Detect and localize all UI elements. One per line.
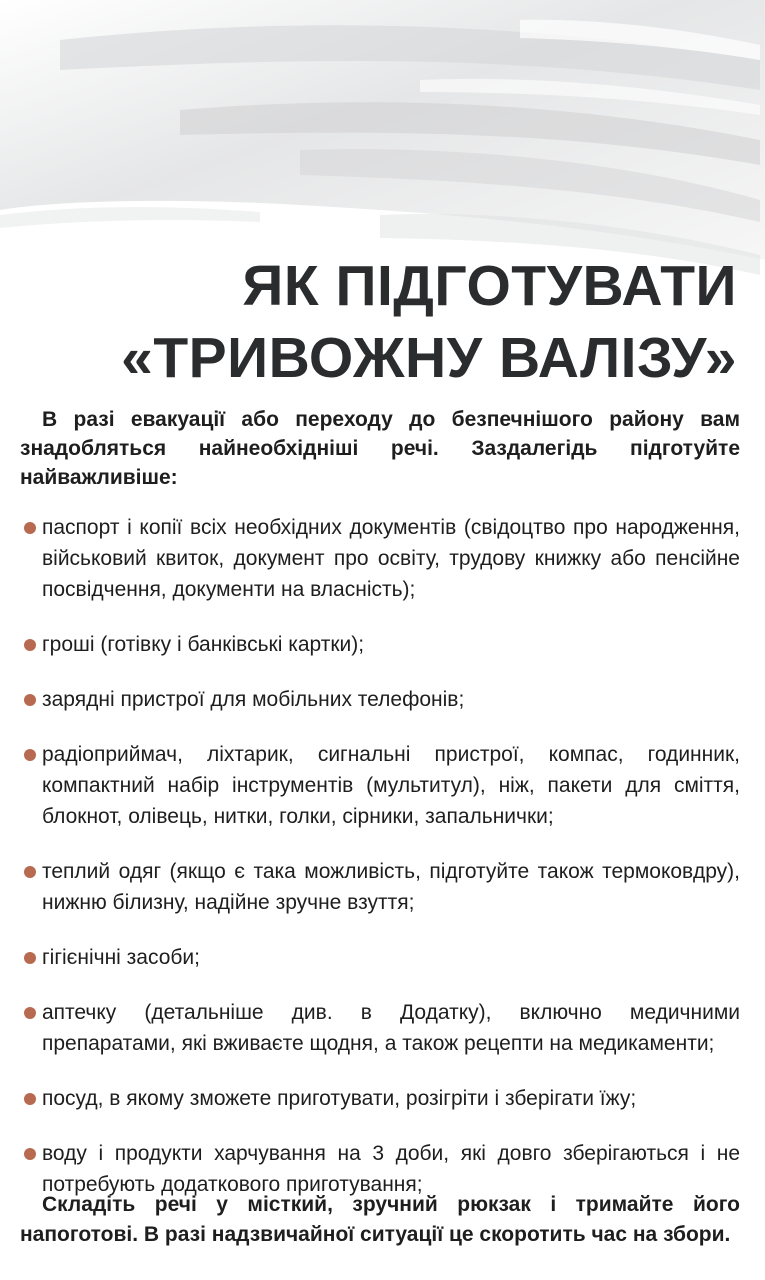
list-item: [20, 739, 740, 832]
list-item-text: посуд, в якому зможете приготувати, розігріти і зберігати їжу;: [42, 1087, 637, 1110]
list-item-text: аптечку (детальніше див. в Додатку), включно медичними препаратами, які вживаєте щодня, а також рецепти на медикаменти;: [42, 1001, 740, 1055]
title-line-1: ЯК ПІДГОТУВАТИ: [242, 254, 737, 318]
list-item-text: радіоприймач, ліхтарик, сигнальні пристрої, компас, годинник, компактний набір інструментів (мультитул), ніж, пакети для сміття, блокнот, олівець, нитки, голки, сірники, запальнички;: [42, 743, 740, 828]
list-item-text: теплий одяг (якщо є така можливість, підготуйте також термоковдру), нижню білизну, надійне зручне взуття;: [42, 860, 740, 914]
bullet-dot-icon: [24, 1093, 36, 1105]
bullet-dot-icon: [24, 694, 36, 706]
list-item: [20, 684, 740, 715]
list-item: [20, 942, 740, 973]
bullet-dot-icon: [24, 749, 36, 761]
list-item-text: паспорт і копії всіх необхідних документів (свідоцтво про народження, військовий квиток, документ про освіту, трудову книжку або пенсійне посвідчення, документи на власність);: [42, 516, 740, 601]
bullet-dot-icon: [24, 639, 36, 651]
bullet-dot-icon: [24, 952, 36, 964]
list-item: [20, 512, 740, 605]
list-item-text: гроші (готівку і банківські картки);: [42, 633, 365, 656]
list-item-text: гігієнічні засоби;: [42, 946, 200, 969]
list-item: [20, 856, 740, 918]
list-item: [20, 629, 740, 660]
title-line-2: «ТРИВОЖНУ ВАЛІЗУ»: [121, 326, 737, 390]
list-item: [20, 1083, 740, 1114]
list-item: [20, 997, 740, 1059]
list-item-text: зарядні пристрої для мобільних телефонів;: [42, 688, 465, 711]
bullet-dot-icon: [24, 522, 36, 534]
bullet-dot-icon: [24, 1007, 36, 1019]
checklist: [20, 512, 740, 1224]
page-title: [121, 250, 737, 394]
intro-paragraph: В разі евакуації або переходу до безпечнішого району вам знадобляться найнеобхідніші речі. Заздалегідь підготуйте найважливіше:: [20, 408, 740, 489]
bullet-dot-icon: [24, 866, 36, 878]
list-item-text: воду і продукти харчування на 3 доби, які довго зберігаються і не потребують додаткового приготування;: [42, 1142, 740, 1196]
bullet-dot-icon: [24, 1148, 36, 1160]
closing-paragraph: Складіть речі у місткий, зручний рюкзак і тримайте його напоготові. В разі надзвичайної ситуації це скоротить час на збори.: [20, 1193, 740, 1246]
